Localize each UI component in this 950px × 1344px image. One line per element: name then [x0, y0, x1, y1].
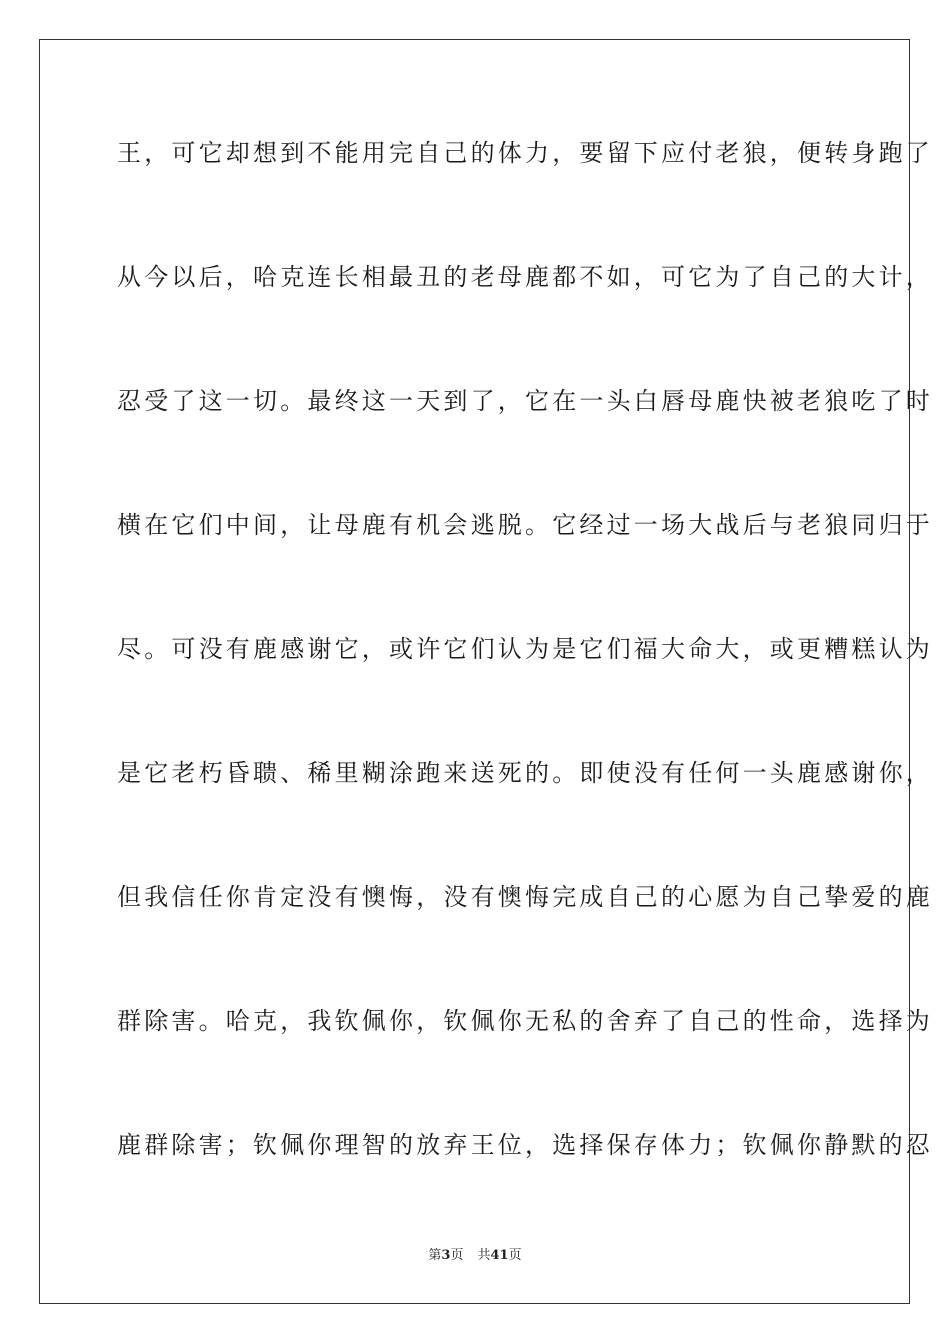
text-line-4: 横在它们中间，让母鹿有机会逃脱。它经过一场大战后与老狼同归于: [117, 511, 933, 539]
text-line-3: 忍受了这一切。最终这一天到了，它在一头白唇母鹿快被老狼吃了时: [117, 387, 933, 415]
text-line-9: 鹿群除害；钦佩你理智的放弃王位，选择保存体力；钦佩你静默的忍: [117, 1131, 933, 1159]
page-suffix: 页: [450, 1248, 464, 1263]
text-line-6: 是它老朽昏聩、稀里糊涂跑来送死的。即使没有任何一头鹿感谢你，: [117, 759, 933, 787]
page-footer: [0, 1248, 950, 1264]
text-line-8: 群除害。哈克，我钦佩你，钦佩你无私的舍弃了自己的性命，选择为: [117, 1007, 933, 1035]
total-pages: 41: [490, 1248, 509, 1263]
page-prefix: 第: [428, 1248, 442, 1263]
total-prefix: 共: [477, 1248, 491, 1263]
page-border: [39, 39, 933, 1304]
text-line-2: 从今以后，哈克连长相最丑的老母鹿都不如，可它为了自己的大计，: [117, 263, 933, 291]
text-line-1: 王，可它却想到不能用完自己的体力，要留下应付老狼，便转身跑了: [117, 139, 933, 167]
text-line-5: 尽。可没有鹿感谢它，或许它们认为是它们福大命大，或更糟糕认为: [117, 635, 933, 663]
page-number: 3: [441, 1248, 451, 1263]
total-suffix: 页: [508, 1248, 522, 1263]
text-line-7: 但我信任你肯定没有懊悔，没有懊悔完成自己的心愿为自己挚爱的鹿: [117, 883, 933, 911]
